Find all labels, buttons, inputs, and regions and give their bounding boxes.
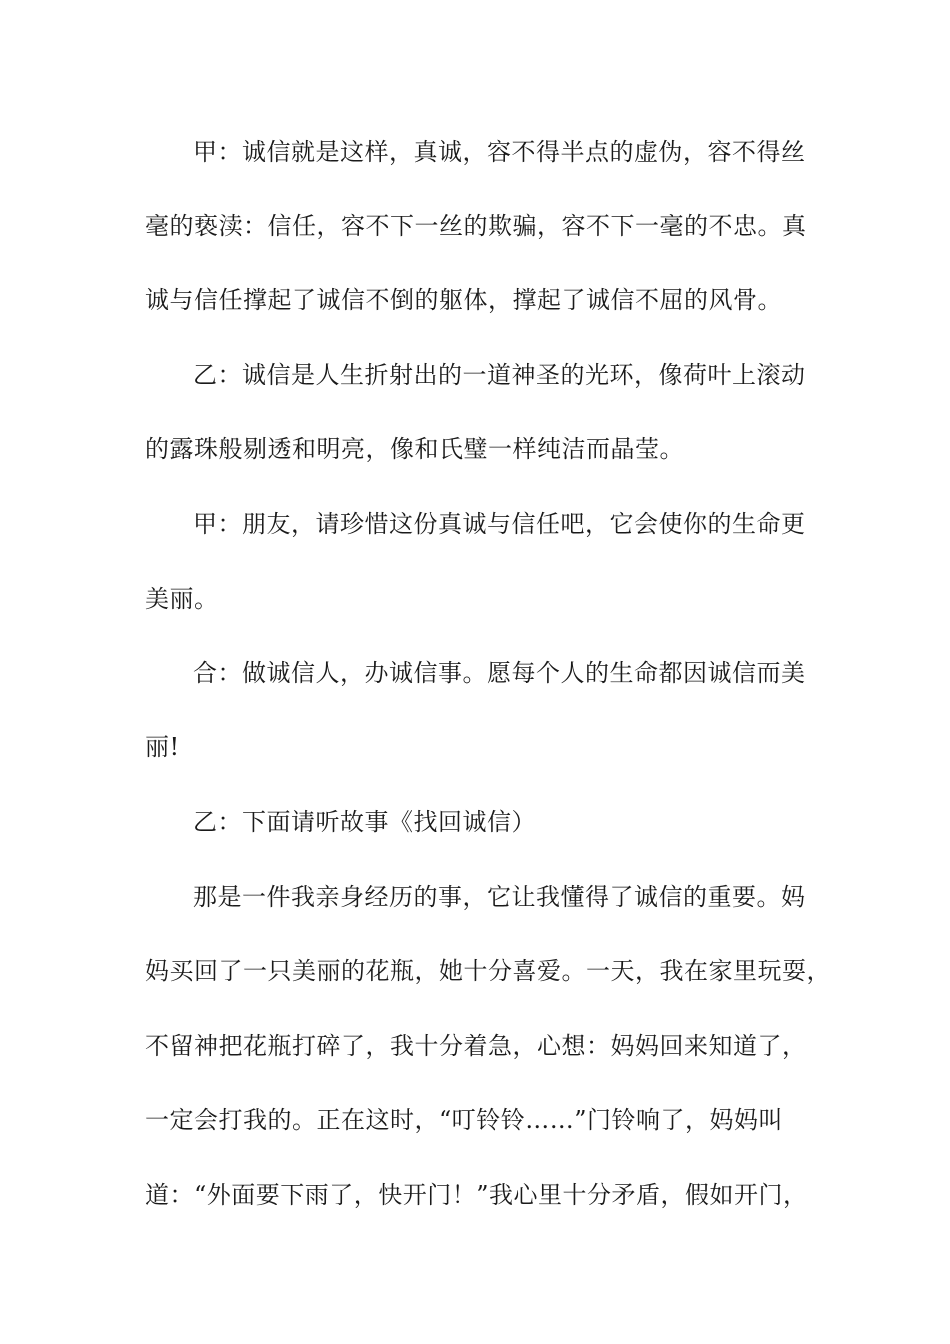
paragraph-line: 不留神把花瓶打碎了，我十分着急，心想：妈妈回来知道了， [145, 1032, 807, 1060]
paragraph-line: 甲：朋友，请珍惜这份真诚与信任吧，它会使你的生命更 [193, 510, 806, 538]
paragraph-line: 的露珠般剔透和明亮，像和氏璧一样纯洁而晶莹。 [145, 435, 684, 463]
paragraph-line: 乙：诚信是人生折射出的一道神圣的光环，像荷叶上滚动 [193, 361, 806, 389]
paragraph-line: 美丽。 [145, 585, 219, 613]
paragraph-line: 甲：诚信就是这样，真诚，容不得半点的虚伪，容不得丝 [193, 138, 806, 166]
paragraph-line: 一定会打我的。正在这时，“叮铃铃……”门铃响了，妈妈叫 [145, 1106, 784, 1134]
paragraph-line: 道：“外面要下雨了，快开门！”我心里十分矛盾，假如开门， [145, 1181, 808, 1209]
paragraph-line: 乙：下面请听故事《找回诚信） [193, 808, 536, 836]
paragraph-line: 诚与信任撑起了诚信不倒的躯体，撑起了诚信不屈的风骨。 [145, 286, 782, 314]
paragraph-line: 毫的亵渎：信任，容不下一丝的欺骗，容不下一毫的不忠。真 [145, 212, 807, 240]
paragraph-line: 妈买回了一只美丽的花瓶，她十分喜爱。一天，我在家里玩耍， [145, 957, 831, 985]
paragraph-line: 合：做诚信人，办诚信事。愿每个人的生命都因诚信而美 [193, 659, 806, 687]
paragraph-line: 丽! [145, 733, 180, 761]
paragraph-line: 那是一件我亲身经历的事，它让我懂得了诚信的重要。妈 [193, 883, 806, 911]
